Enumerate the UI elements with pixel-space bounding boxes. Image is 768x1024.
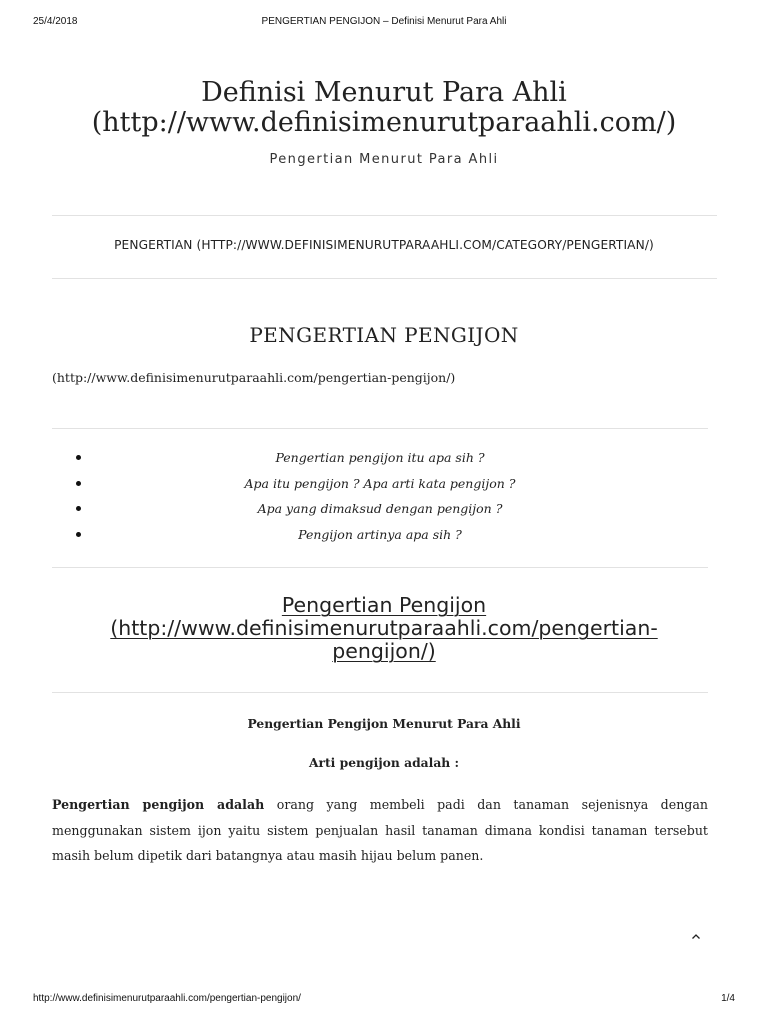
scroll-to-top-button[interactable]: [686, 926, 706, 946]
section-title-url: (http://www.definisimenurutparaahli.com/pengertian-: [110, 616, 658, 640]
section-title-text: Pengertian Pengijon: [281, 593, 487, 617]
post-heading: PENGERTIAN PENGIJON: [249, 323, 519, 347]
print-date: 25/4/2018: [33, 16, 78, 27]
toc-item[interactable]: [52, 501, 708, 527]
subheading-arti: Arti pengijon adalah :: [308, 755, 460, 770]
print-page-number: 1/4: [721, 993, 735, 1004]
site-title-link[interactable]: [92, 77, 677, 138]
bullet-icon: [76, 532, 81, 537]
site-title-url: (http://www.definisimenurutparaahli.com/): [91, 107, 677, 138]
toc-item-label: Apa yang dimaksud dengan pengijon ?: [257, 501, 503, 516]
definition-text: orang yang membeli padi dan tanaman sejenisnya dengan menggunakan sistem ijon yaitu sistem penjualan hasil tanaman dimana kondisi tanaman tersebut masih belum dipetik dari batangnya atau masih hijau belum panen.: [52, 797, 708, 863]
chevron-up-icon: [691, 933, 701, 940]
toc-item[interactable]: [52, 476, 708, 502]
divider: [52, 215, 717, 216]
section-title-url-end: pengijon/): [332, 639, 436, 663]
section-title-link[interactable]: [110, 593, 657, 663]
bullet-icon: [76, 481, 81, 486]
print-title: PENGERTIAN PENGIJON – Definisi Menurut Para Ahli: [261, 16, 507, 27]
subheading-menurut-para-ahli: Pengertian Pengijon Menurut Para Ahli: [247, 716, 521, 731]
bullet-icon: [76, 455, 81, 460]
toc-item-label: Pengijon artinya apa sih ?: [298, 526, 462, 542]
site-title: [0, 78, 768, 138]
print-url: http://www.definisimenurutparaahli.com/pengertian-pengijon/: [33, 993, 301, 1004]
site-title-name: Definisi Menurut Para Ahli: [201, 77, 567, 108]
definition-paragraph: [52, 792, 708, 869]
site-tagline: Pengertian Menurut Para Ahli: [269, 152, 499, 167]
toc-item[interactable]: [52, 527, 708, 553]
definition-term: Pengertian pengijon adalah: [52, 797, 265, 812]
divider: [52, 567, 708, 568]
toc-item[interactable]: [52, 450, 708, 476]
post-permalink[interactable]: (http://www.definisimenurutparaahli.com/pengertian-pengijon/): [52, 370, 456, 385]
toc-item-label: Pengertian pengijon itu apa sih ?: [275, 450, 485, 465]
category-link[interactable]: PENGERTIAN (HTTP://WWW.DEFINISIMENURUTPARAAHLI.COM/CATEGORY/PENGERTIAN/): [114, 238, 654, 252]
divider: [52, 692, 708, 693]
table-of-contents: [52, 450, 708, 552]
toc-item-label: Apa itu pengijon ? Apa arti kata pengijon ?: [244, 475, 516, 491]
divider: [52, 278, 717, 279]
section-title: [0, 594, 768, 663]
divider: [52, 428, 708, 429]
bullet-icon: [76, 506, 81, 511]
